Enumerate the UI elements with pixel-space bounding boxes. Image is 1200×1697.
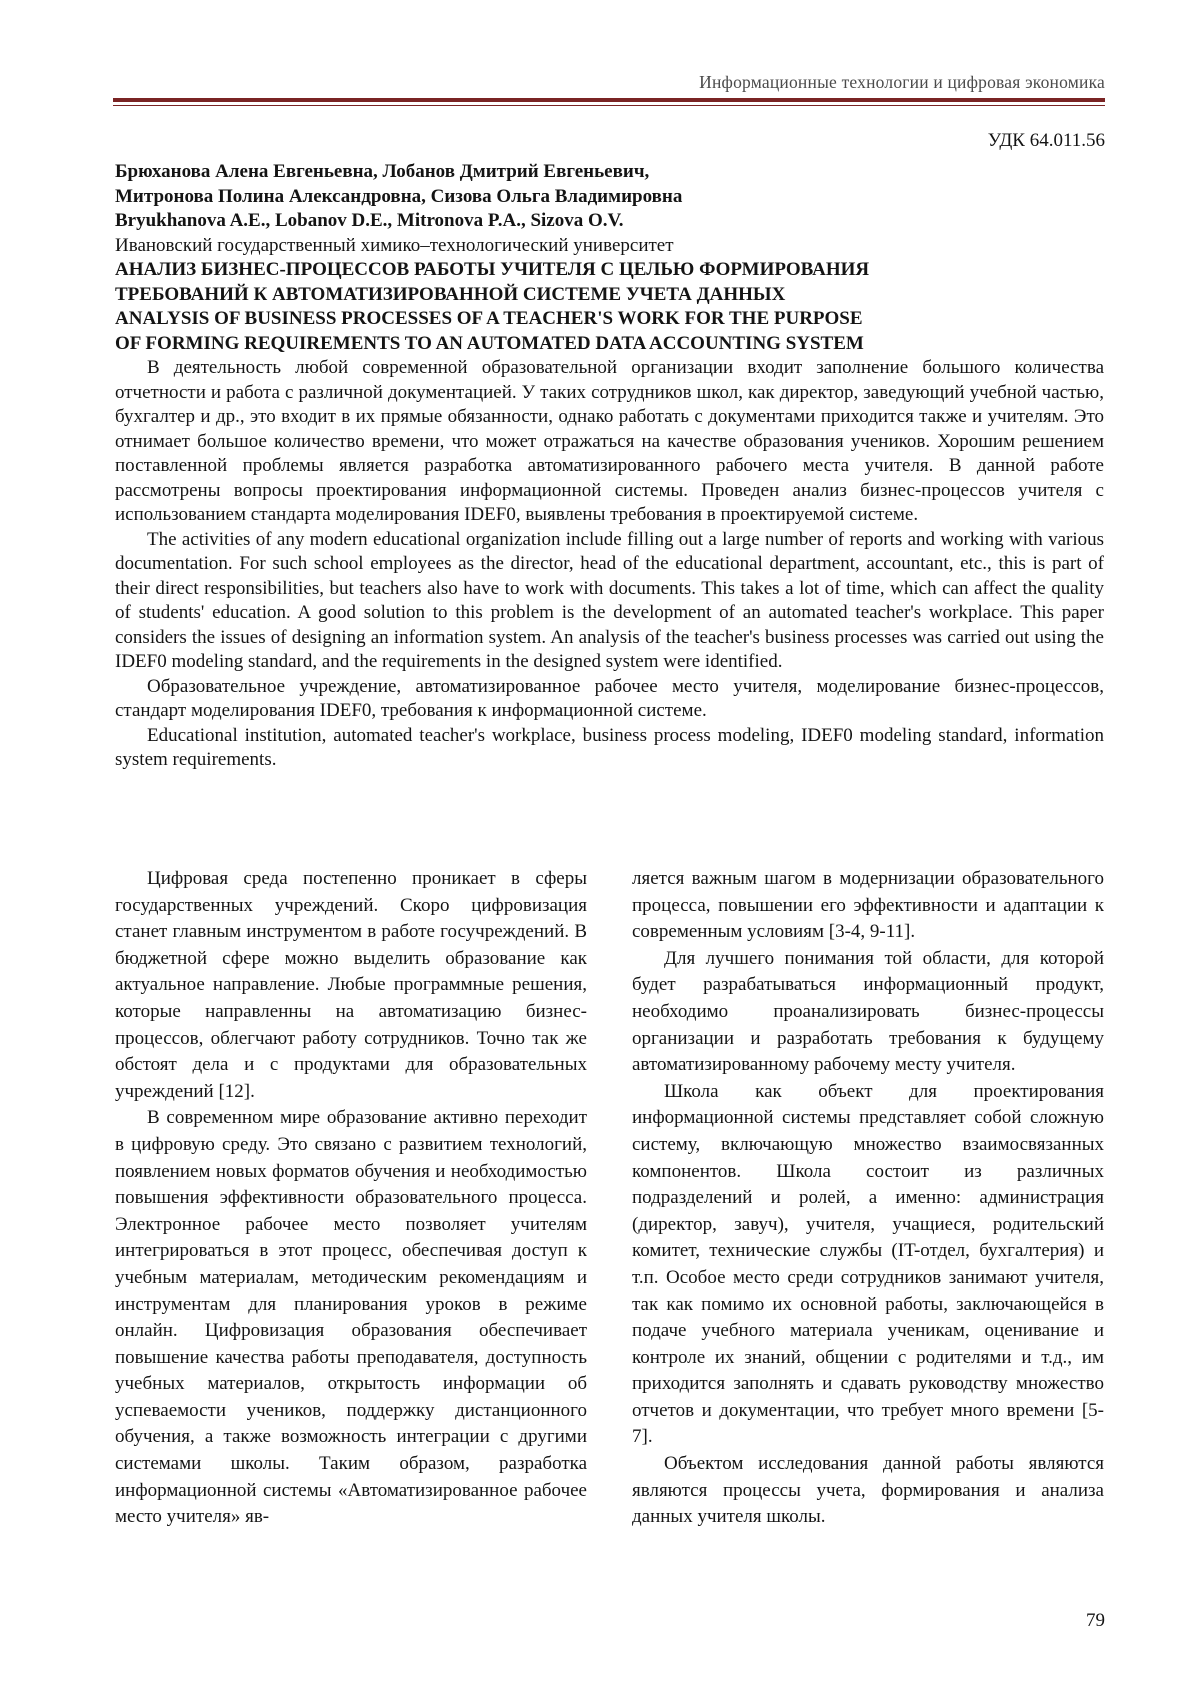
authors-ru-line2: Митронова Полина Александровна, Сизова Ольга Владимировна: [115, 185, 683, 207]
udc-code: УДК 64.011.56: [987, 130, 1105, 151]
keywords-en: Educational institution, automated teacher's workplace, business process modeling, IDEF0 modeling standard, information system requirements.: [115, 724, 1104, 770]
title-ru-line1: АНАЛИЗ БИЗНЕС-ПРОЦЕССОВ РАБОТЫ УЧИТЕЛЯ С ЦЕЛЬЮ ФОРМИРОВАНИЯ: [115, 259, 870, 280]
authors-en: Bryukhanova A.E., Lobanov D.E., Mitronova P.A., Sizova O.V.: [115, 210, 624, 231]
body-paragraph: Для лучшего понимания той области, для которой будет разрабатываться информационный продукт, необходимо проанализировать бизнес-процессы организации и разработать требования к будущему автоматизированному рабочему месту учителя.: [632, 947, 1104, 1076]
body-paragraph-continued: ляется важным шагом в модернизации образовательного процесса, повышении его эффективности и адаптации к современным условиям [3-4, 9-11].: [632, 868, 1104, 943]
body-paragraph: Цифровая среда постепенно проникает в сферы государственных учреждений. Скоро цифровизация станет главным инструментом в работе госучреждений. В бюджетной сфере можно выделить образование как актуальное направление. Любые программные решения, которые направленны на автоматизацию бизнес-процессов, облегчают работу сотрудников. Точно так же обстоят дела и с продуктами для образовательных учреждений [12].: [115, 868, 587, 1102]
body-paragraph: В современном мире образование активно переходит в цифровую среду. Это связано с развитием технологий, появлением новых форматов обучения и необходимостью повышения эффективности образовательного процесса. Электронное рабочее место позволяет учителям интегрироваться в этот процесс, обеспечивая доступ к учебным материалам, методическим рекомендациям и инструментам для планирования уроков в режиме онлайн. Цифровизация образования обеспечивает повышение качества работы преподавателя, доступность учебных материалов, открытость информации об успеваемости учеников, поддержку дистанционного обучения, а также возможность интеграции с другими системами школы. Таким образом, разработка информационной системы «Автоматизированное рабочее место учителя» яв-: [115, 1107, 587, 1528]
keywords-ru: Образовательное учреждение, автоматизированное рабочее место учителя, моделирование бизнес-процессов, стандарт моделирования IDEF0, требования к информационной системе.: [115, 675, 1104, 721]
body-columns: [115, 866, 1104, 1531]
running-header: Информационные технологии и цифровая экономика: [699, 72, 1105, 92]
body-paragraph: Объектом исследования данной работы являются являются процессы учета, формирования и анализа данных учителя школы.: [632, 1453, 1104, 1528]
title-en-line2: OF FORMING REQUIREMENTS TO AN AUTOMATED DATA ACCOUNTING SYSTEM: [115, 332, 864, 354]
left-column: [115, 866, 587, 1531]
abstract-en: The activities of any modern educational organization include filling out a large number of reports and working with various documentation. For such school employees as the director, head of the educational department, accountant, etc., this is part of their direct responsibilities, but teachers also have to work with documents. This takes a lot of time, which can affect the quality of students' education. A good solution to this problem is the development of an automated teacher's workplace. This paper considers the issues of designing an information system. An analysis of the teacher's business processes was carried out using the IDEF0 modeling standard, and the requirements in the designed system were identified.: [115, 528, 1104, 672]
header-rule-thin: [113, 105, 1105, 106]
affiliation: Ивановский государственный химико–технологический университет: [115, 234, 674, 256]
right-column: [632, 866, 1104, 1531]
authors-ru-line1: Брюханова Алена Евгеньевна, Лобанов Дмитрий Евгеньевич,: [115, 161, 650, 182]
page-number: 79: [1086, 1610, 1105, 1631]
title-ru-line2: ТРЕБОВАНИЙ К АВТОМАТИЗИРОВАННОЙ СИСТЕМЕ УЧЕТА ДАННЫХ: [115, 283, 786, 305]
front-matter: [115, 160, 1104, 773]
header-rule: [113, 98, 1105, 102]
body-paragraph: Школа как объект для проектирования информационной системы представляет собой сложную систему, включающую множество взаимосвязанных компонентов. Школа состоит из различных подразделений и ролей, а именно: администрация (директор, завуч), учителя, учащиеся, родительский комитет, технические службы (IT-отдел, бухгалтерия) и т.п. Особое место среди сотрудников занимают учителя, так как помимо их основной работы, заключающейся в подаче учебного материала ученикам, оценивание и контроле их знаний, общении с родителями и т.д., им приходится заполнять и сдавать руководству множество отчетов и документации, что требует много времени [5-7].: [632, 1080, 1104, 1448]
abstract-ru: В деятельность любой современной образовательной организации входит заполнение большого количества отчетности и работа с различной документацией. У таких сотрудников школ, как директор, заведующий учебной частью, бухгалтер и др., это входит в их прямые обязанности, однако работать с документами приходится также и учителям. Это отнимает большое количество времени, что может отражаться на качестве образования учеников. Хорошим решением поставленной проблемы является разработка автоматизированного рабочего места учителя. В данной работе рассмотрены вопросы проектирования информационной системы. Проведен анализ бизнес-процессов учителя с использованием стандарта моделирования IDEF0, выявлены требования в проектируемой системе.: [115, 357, 1104, 525]
title-en-line1: ANALYSIS OF BUSINESS PROCESSES OF A TEACHER'S WORK FOR THE PURPOSE: [115, 308, 863, 329]
